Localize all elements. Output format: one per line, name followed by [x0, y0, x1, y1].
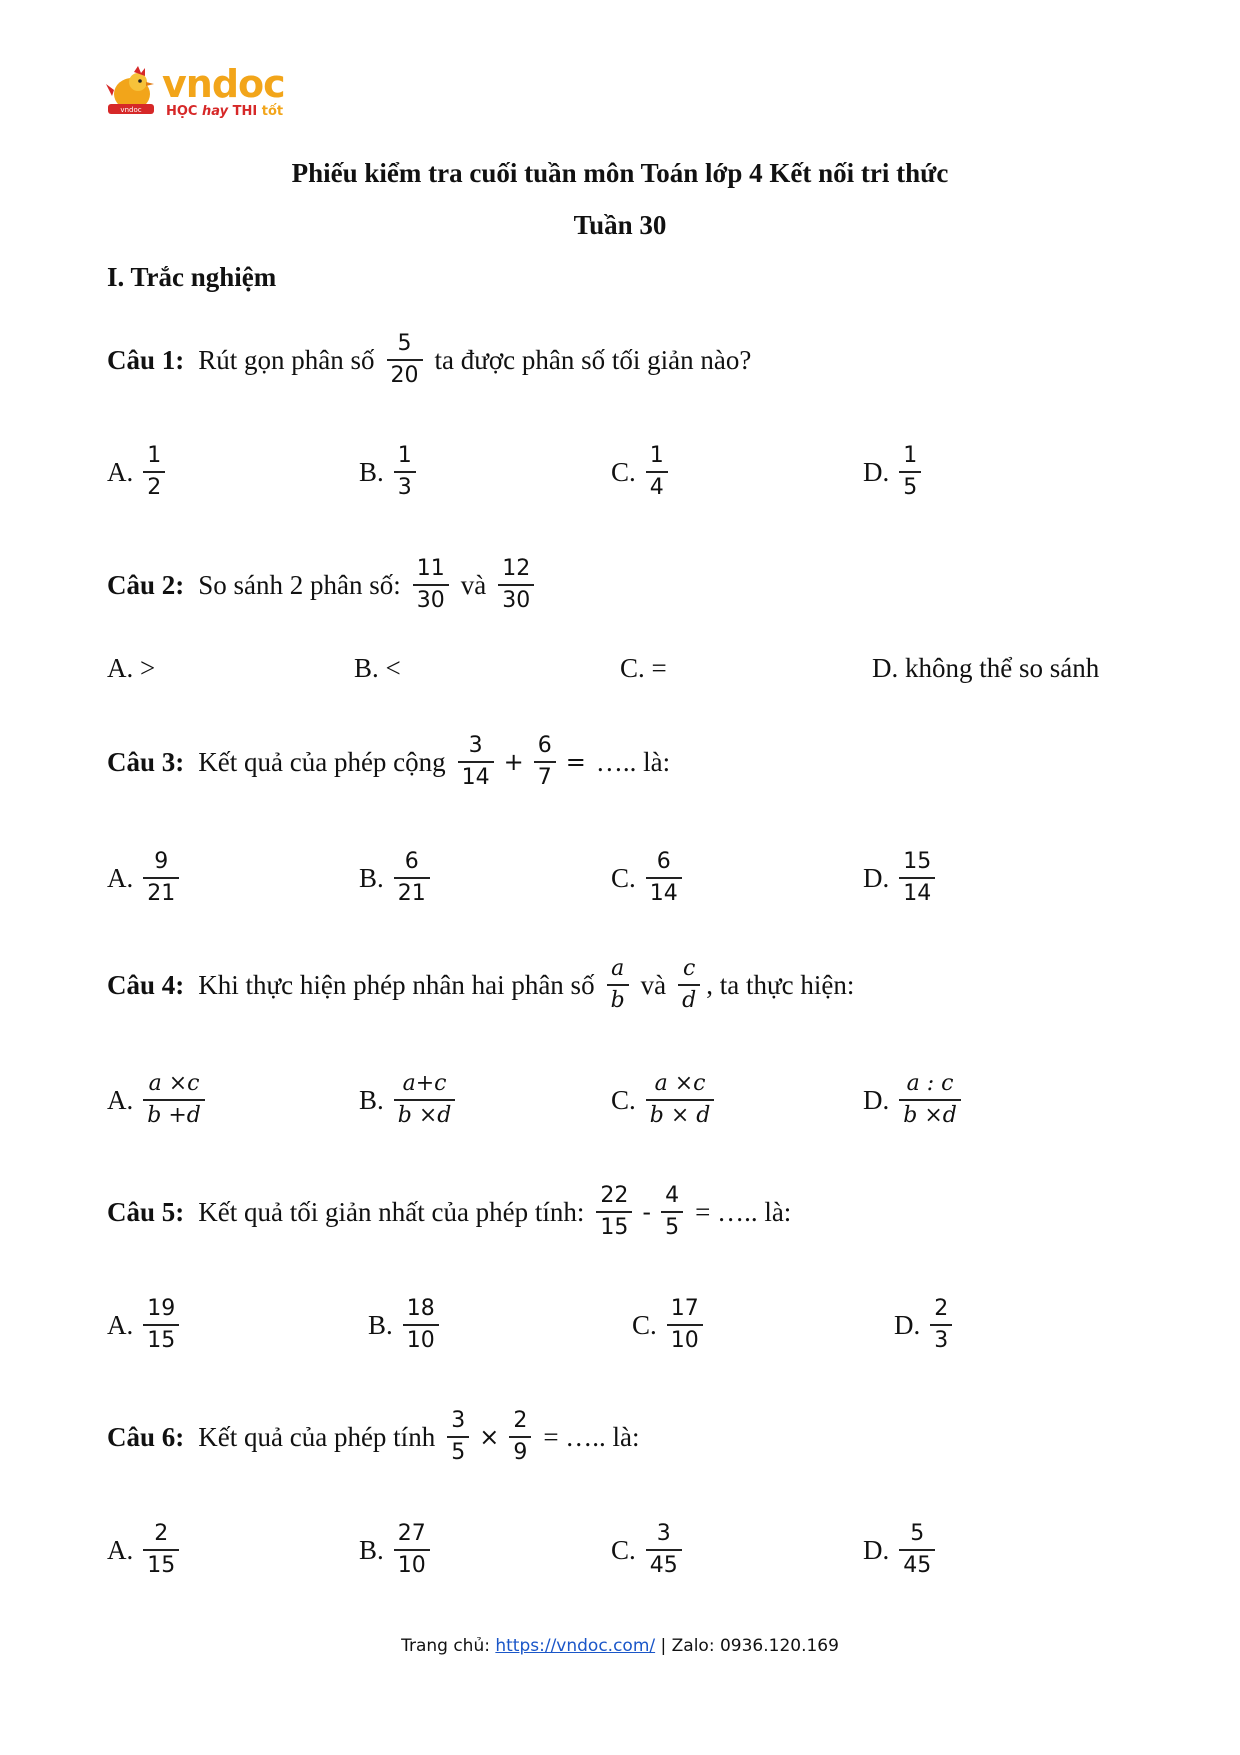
- q3-option-b[interactable]: B. $\frac{6}{21}$: [359, 838, 436, 918]
- q6-option-b[interactable]: B. $\frac{27}{10}$: [359, 1510, 436, 1590]
- q3-option-a[interactable]: A. $\frac{9}{21}$: [107, 838, 185, 918]
- document-title: Phiếu kiểm tra cuối tuần môn Toán lớp 4 Kết nối tri thức: [291, 158, 949, 188]
- svg-text:vndoc: vndoc: [120, 106, 142, 114]
- q3-option-d[interactable]: D. $\frac{15}{14}$: [863, 838, 941, 918]
- fraction: $\frac{5}{20}$: [387, 329, 423, 391]
- footer-contact: | Zalo: 0936.120.169: [660, 1636, 839, 1656]
- section-heading: I. Trắc nghiệm: [107, 262, 277, 292]
- q4-option-d[interactable]: D. $\frac{a : c}{b \times d}$: [863, 1060, 967, 1140]
- footer-label: Trang chủ:: [401, 1636, 490, 1656]
- rooster-mascot-icon: [104, 64, 160, 120]
- q6-option-a[interactable]: A. $\frac{2}{15}$: [107, 1510, 185, 1590]
- q4-option-c[interactable]: C. $\frac{a \times c}{b \times d}$: [611, 1060, 720, 1140]
- q1-option-a[interactable]: A. $\frac{1}{2}$: [107, 432, 171, 512]
- question-4: Câu 4: Khi thực hiện phép nhân hai phân số $\frac{a}{b}$ và $\frac{c}{d}$ , ta thực hiện:: [107, 945, 854, 1025]
- q2-option-c[interactable]: C. =: [620, 652, 667, 683]
- q5-option-d[interactable]: D. $\frac{2}{3}$: [894, 1285, 958, 1365]
- question-2: Câu 2: So sánh 2 phân số: $\frac{11}{30}$ và $\frac{12}{30}$: [107, 545, 540, 625]
- homepage-link[interactable]: https://vndoc.com/: [495, 1636, 656, 1656]
- q2-option-b[interactable]: B. <: [354, 652, 401, 683]
- q2-option-a[interactable]: A. >: [107, 652, 156, 683]
- page-footer: [0, 1636, 1240, 1656]
- q5-option-b[interactable]: B. $\frac{18}{10}$: [368, 1285, 445, 1365]
- q2-option-d[interactable]: D. không thể so sánh: [872, 652, 1100, 683]
- logo-tagline: HỌC hay THI tốt: [166, 104, 284, 119]
- question-6: Câu 6: Kết quả của phép tính $\frac{3}{5}$ × $\frac{2}{9}$ = ….. là:: [107, 1397, 646, 1477]
- q6-option-d[interactable]: D. $\frac{5}{45}$: [863, 1510, 941, 1590]
- question-5: Câu 5: Kết quả tối giản nhất của phép tính: $\frac{22}{15}$ - $\frac{4}{5}$ = ….. là:: [107, 1172, 797, 1252]
- q1-option-c[interactable]: C. $\frac{1}{4}$: [611, 432, 674, 512]
- q4-option-b[interactable]: B. $\frac{a+c}{b \times d}$: [359, 1060, 461, 1140]
- q3-option-c[interactable]: C. $\frac{6}{14}$: [611, 838, 688, 918]
- document-subtitle: Tuần 30: [573, 210, 667, 240]
- logo-wordmark: vndoc: [162, 62, 285, 106]
- q5-option-c[interactable]: C. $\frac{17}{10}$: [632, 1285, 709, 1365]
- question-1: Câu 1: Rút gọn phân số $\frac{5}{20}$ ta được phân số tối giản nào?: [107, 320, 757, 400]
- q1-option-d[interactable]: D. $\frac{1}{5}$: [863, 432, 927, 512]
- q1-option-b[interactable]: B. $\frac{1}{3}$: [359, 432, 422, 512]
- q5-option-a[interactable]: A. $\frac{19}{15}$: [107, 1285, 185, 1365]
- q6-option-c[interactable]: C. $\frac{3}{45}$: [611, 1510, 688, 1590]
- q4-option-a[interactable]: A. $\frac{a \times c}{b +d}$: [107, 1060, 211, 1140]
- vndoc-logo: [104, 62, 294, 124]
- question-3: Câu 3: Kết quả của phép cộng $\frac{3}{14}$ + $\frac{6}{7}$ = ….. là:: [107, 722, 676, 802]
